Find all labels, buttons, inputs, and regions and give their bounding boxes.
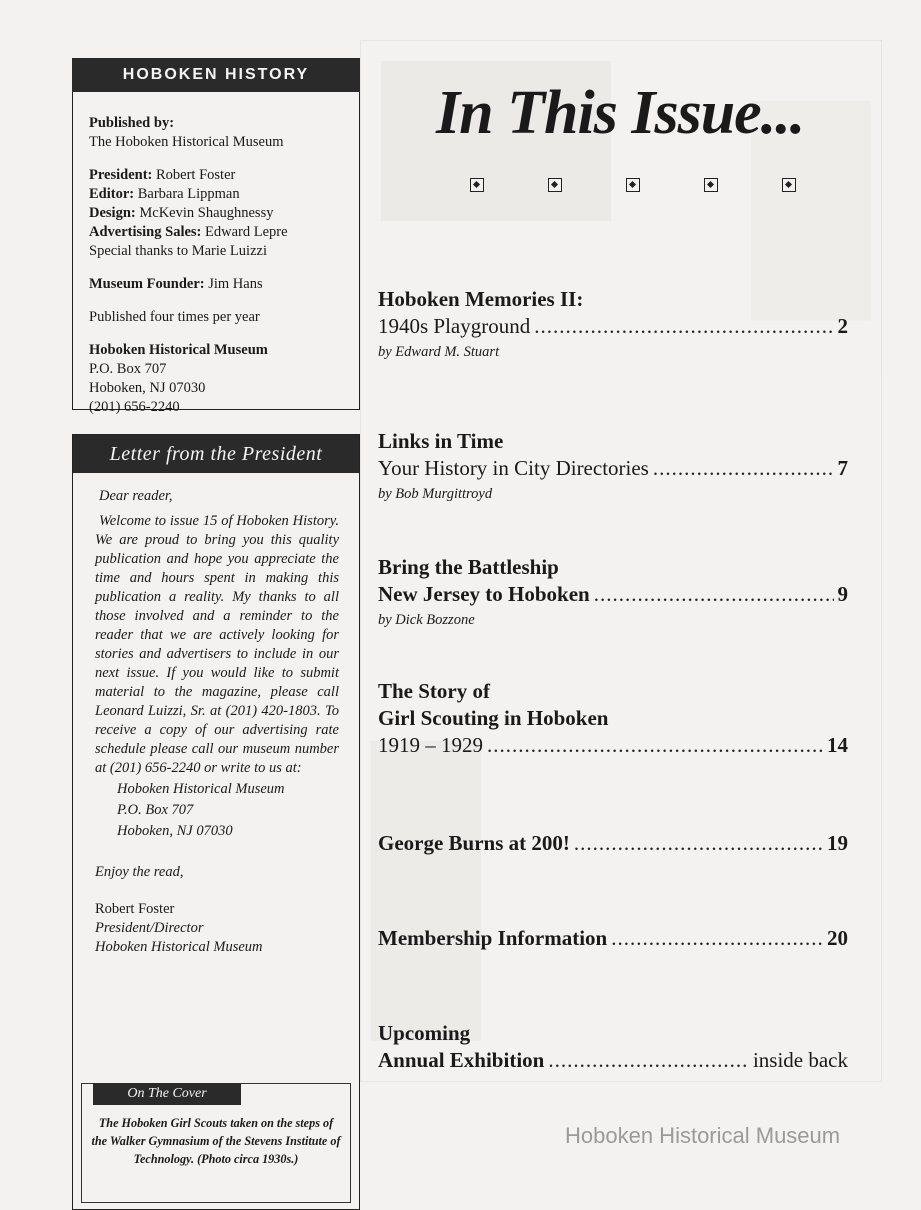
publisher: The Hoboken Historical Museum [89, 134, 284, 150]
toc-entry-heading: Links in Time [378, 429, 504, 453]
toc-entry-row [378, 830, 848, 857]
letter-paragraph: Welcome to issue 15 of Hoboken History. We are proud to bring you this quality publication and hope you appreciate the time and hours spent in making this publication a reality. My thanks to all those involved and a reminder to the reader that we are actively looking for stories and advertisers to include in our next issue. If you would like to submit material to the magazine, please call Leonard Luizzi, Sr. at (201) 420-1803. To receive a copy of our advertising rate schedule please call our museum number at (201) 656-2240 or write to us at: [95, 513, 339, 776]
toc-entry-title: Your History in City Directories [378, 456, 649, 480]
dot-leader [594, 581, 834, 608]
diamond-ornament-icon [704, 178, 718, 192]
diamond-ornament-icon [548, 178, 562, 192]
cover-box [81, 1083, 351, 1203]
toc-title: In This Issue... [436, 79, 805, 147]
sidebar [72, 58, 360, 1166]
toc-entry-heading: The Story of [378, 679, 490, 703]
letter-signer-title: President/Director [95, 920, 204, 936]
letter-signer: Robert Foster [95, 901, 175, 917]
letter-signer-org: Hoboken Historical Museum [95, 939, 263, 955]
diamond-ornament-icon [470, 178, 484, 192]
masthead: HOBOKEN HISTORY [72, 58, 360, 92]
design-label: Design: [89, 205, 136, 221]
letter-closing: Enjoy the read, [95, 864, 184, 880]
toc-entry-title: 1919 – 1929 [378, 733, 483, 757]
editor-label: Editor: [89, 186, 135, 202]
cover-heading: On The Cover [93, 1083, 241, 1105]
decorative-dots [470, 178, 800, 196]
toc-entry-title: New Jersey to Hoboken [378, 582, 590, 606]
toc-entry-row [378, 1047, 848, 1074]
toc-entry-page: inside back [752, 1048, 848, 1072]
toc-entry-page: 20 [827, 926, 848, 950]
dot-leader [653, 455, 834, 482]
diamond-ornament-icon [782, 178, 796, 192]
founder-label: Museum Founder: [89, 276, 205, 292]
watermark: Hoboken Historical Museum [565, 1123, 841, 1148]
museum-phone: (201) 656-2240 [89, 399, 180, 415]
toc-entry[interactable] [378, 678, 848, 759]
faint-image-block [371, 741, 481, 1041]
toc-entry-row [378, 925, 848, 952]
toc-entry[interactable] [378, 1020, 848, 1074]
letter-salutation: Dear reader, [99, 488, 173, 504]
published-by-label: Published by: [89, 115, 175, 131]
toc-entry-page: 9 [837, 582, 848, 606]
toc-entry-page: 14 [827, 733, 848, 757]
toc-entry-author: by Edward M. Stuart [378, 344, 500, 360]
toc-entry[interactable] [378, 428, 848, 504]
letter-address-line: Hoboken Historical Museum [117, 781, 285, 797]
toc-entry-title: 1940s Playground [378, 314, 531, 338]
toc-entry-heading: Girl Scouting in Hoboken [378, 706, 609, 730]
museum-name: Hoboken Historical Museum [89, 342, 268, 358]
toc-entry[interactable] [378, 554, 848, 630]
toc-entry-title: Annual Exhibition [378, 1048, 545, 1072]
design-name: McKevin Shaughnessy [139, 205, 274, 221]
letter-box [72, 434, 360, 1210]
advertising-label: Advertising Sales: [89, 224, 202, 240]
toc-entry[interactable] [378, 286, 848, 362]
toc-entry-heading: Hoboken Memories II: [378, 287, 584, 311]
cover-caption: The Hoboken Girl Scouts taken on the steps of the Walker Gymnasium of the Stevens Institute of Technology. (Photo circa 1930s.) [91, 1116, 341, 1166]
editor-name: Barbara Lippman [137, 186, 240, 202]
toc-entry-title: George Burns at 200! [378, 831, 570, 855]
toc-entry-heading: Bring the Battleship [378, 555, 559, 579]
museum-city: Hoboken, NJ 07030 [89, 380, 206, 396]
letter-body [73, 473, 359, 957]
dot-leader [487, 732, 823, 759]
letter-address-line: Hoboken, NJ 07030 [117, 823, 233, 839]
toc-entry[interactable] [378, 925, 848, 952]
dot-leader [574, 830, 823, 857]
toc-entry-row [378, 581, 848, 608]
toc-entry-row [378, 455, 848, 482]
special-thanks: Special thanks to Marie Luizzi [89, 243, 267, 259]
letter-heading: Letter from the President [73, 435, 359, 473]
museum-box: P.O. Box 707 [89, 361, 167, 377]
toc-entry-author: by Dick Bozzone [378, 612, 475, 628]
dot-leader [611, 925, 823, 952]
publication-frequency: Published four times per year [89, 309, 260, 325]
toc-entry-page: 19 [827, 831, 848, 855]
diamond-ornament-icon [626, 178, 640, 192]
toc-entry-page: 2 [837, 314, 848, 338]
dot-leader [534, 313, 833, 340]
dot-leader [548, 1047, 749, 1074]
toc-entry-row [378, 313, 848, 340]
advertising-name: Edward Lepre [205, 224, 288, 240]
toc-entry-page: 7 [837, 456, 848, 480]
toc-entry-title: Membership Information [378, 926, 608, 950]
founder-name: Jim Hans [208, 276, 263, 292]
toc-entry[interactable] [378, 830, 848, 857]
letter-address-line: P.O. Box 707 [117, 802, 194, 818]
toc-entry-row [378, 732, 848, 759]
toc-entry-author: by Bob Murgittroyd [378, 486, 493, 502]
president-name: Robert Foster [156, 167, 236, 183]
president-label: President: [89, 167, 153, 183]
toc-entry-heading: Upcoming [378, 1021, 471, 1045]
staff-box [72, 92, 360, 415]
